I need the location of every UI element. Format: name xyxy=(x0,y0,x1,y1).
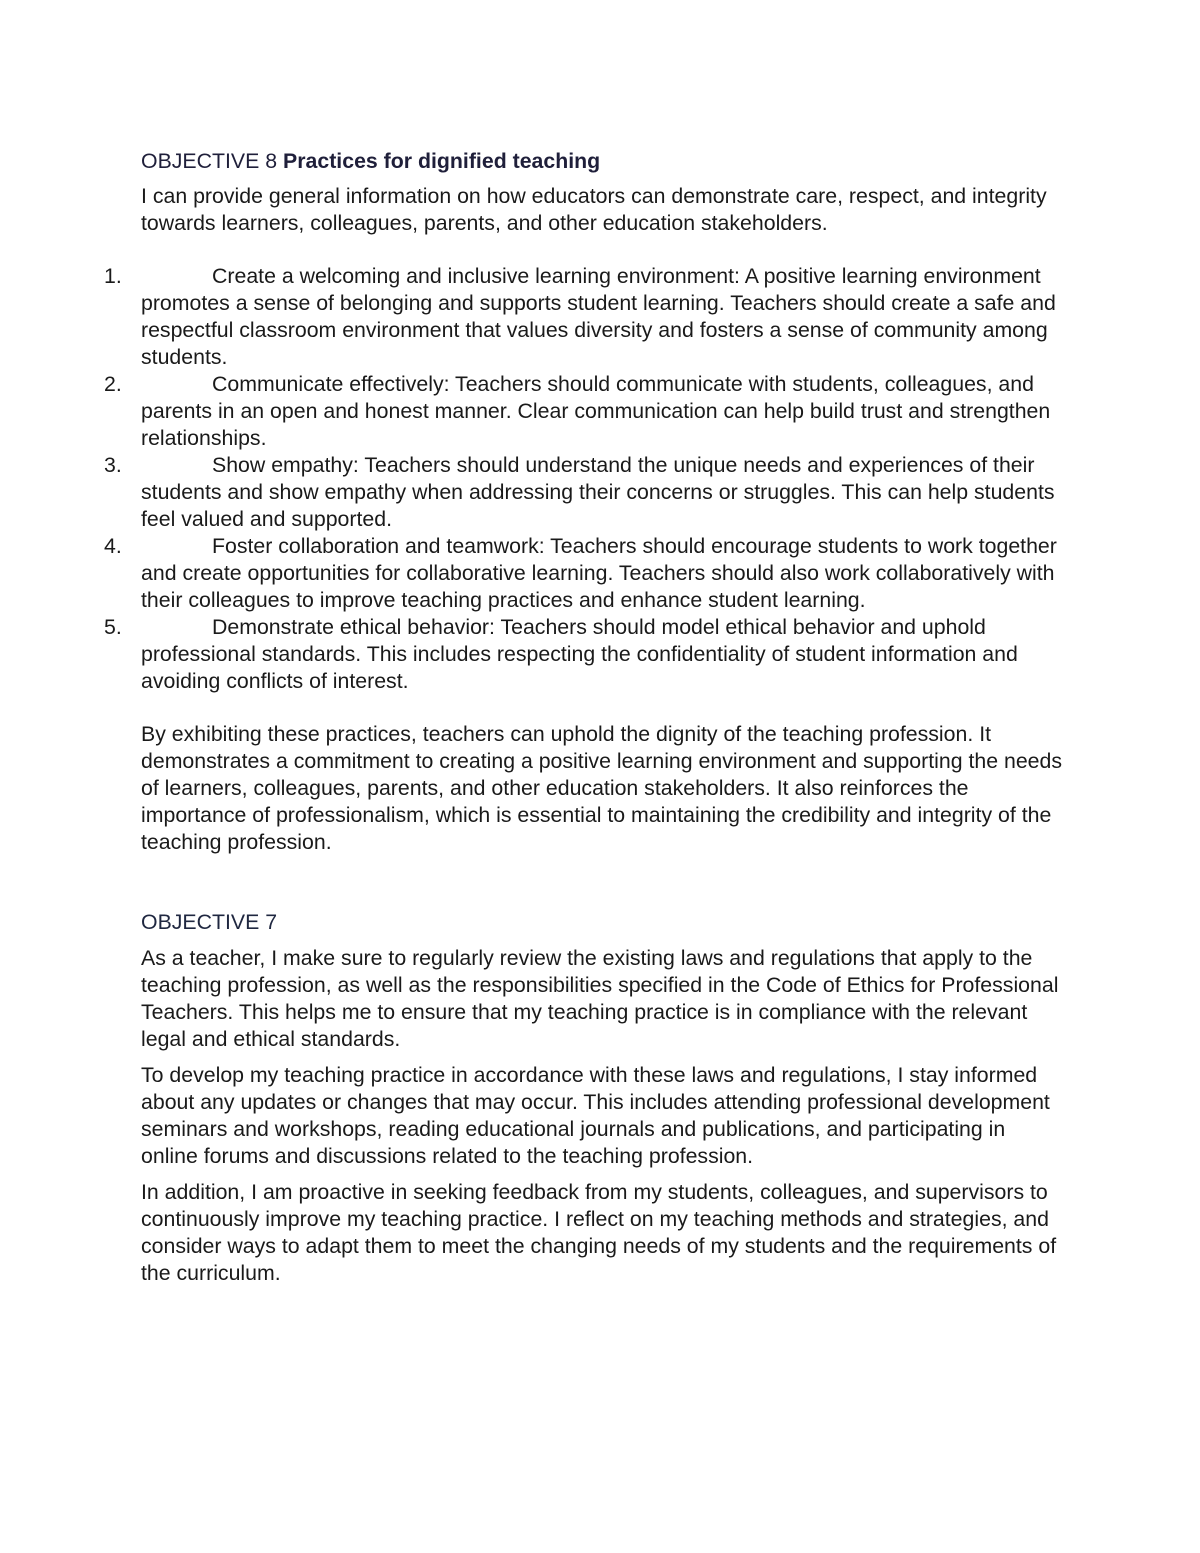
objective-7-paragraph: In addition, I am proactive in seeking feedback from my students, colleagues, and supervisors to continuously improve my teaching practice. I reflect on my teaching methods and strategies, and consider ways to adapt them to meet the changing needs of my students and the requirements of the curriculum. xyxy=(141,1180,1057,1285)
objective-7-paragraph: As a teacher, I make sure to regularly review the existing laws and regulations that apply to the teaching profession, as well as the responsibilities specified in the Code of Ethics for Professional Teachers. This helps me to ensure that my teaching practice is in compliance with the relevant legal and ethical standards. xyxy=(141,946,1059,1051)
list-item-text: Foster collaboration and teamwork: Teachers should encourage students to work together and create opportunities for collaborative learning. Teachers should also work collaboratively with their colleagues to improve teaching practices and enhance student learning. xyxy=(141,534,1057,612)
list-item-number: 1. xyxy=(104,264,122,288)
list-item-number: 3. xyxy=(104,453,122,477)
list-item-text: Demonstrate ethical behavior: Teachers should model ethical behavior and uphold professional standards. This includes respecting the confidentiality of student information and avoiding conflicts of interest. xyxy=(141,615,1018,693)
document-body xyxy=(104,147,1066,1296)
list-item-text: Create a welcoming and inclusive learning environment: A positive learning environment promotes a sense of belonging and supports student learning. Teachers should create a safe and respectful classroom environment that values diversity and fosters a sense of community among students. xyxy=(141,264,1056,369)
objective-8-conclusion: By exhibiting these practices, teachers can uphold the dignity of the teaching profession. It demonstrates a commitment to creating a positive learning environment and supporting the needs of learners, colleagues, parents, and other education stakeholders. It also reinforces the importance of professionalism, which is essential to maintaining the credibility and integrity of the teaching profession. xyxy=(141,722,1063,854)
objective-8-subtitle: Practices for dignified teaching xyxy=(283,149,601,173)
list-item xyxy=(104,452,1066,533)
list-item xyxy=(104,371,1066,452)
objective-8-section xyxy=(104,147,1066,856)
objective-8-intro: I can provide general information on how educators can demonstrate care, respect, and integrity towards learners, colleagues, parents, and other education stakeholders. xyxy=(141,184,1047,235)
practices-list xyxy=(104,263,1066,695)
list-item-number: 5. xyxy=(104,615,122,639)
objective-7-paragraph: To develop my teaching practice in accordance with these laws and regulations, I stay informed about any updates or changes that may occur. This includes attending professional development seminars and workshops, reading educational journals and publications, and participating in online forums and discussions related to the teaching profession. xyxy=(141,1063,1050,1168)
list-item xyxy=(104,533,1066,614)
objective-8-label: OBJECTIVE 8 xyxy=(141,149,278,173)
list-item xyxy=(104,614,1066,695)
objective-7-heading: OBJECTIVE 7 xyxy=(141,910,278,934)
objective-7-section xyxy=(141,909,1066,1287)
list-item-text: Show empathy: Teachers should understand the unique needs and experiences of their students and show empathy when addressing their concerns or struggles. This can help students feel valued and supported. xyxy=(141,453,1055,531)
list-item xyxy=(104,263,1066,371)
objective-8-heading xyxy=(141,147,1066,175)
list-item-number: 4. xyxy=(104,534,122,558)
list-item-number: 2. xyxy=(104,372,122,396)
list-item-text: Communicate effectively: Teachers should communicate with students, colleagues, and parents in an open and honest manner. Clear communication can help build trust and strengthen relationships. xyxy=(141,372,1051,450)
